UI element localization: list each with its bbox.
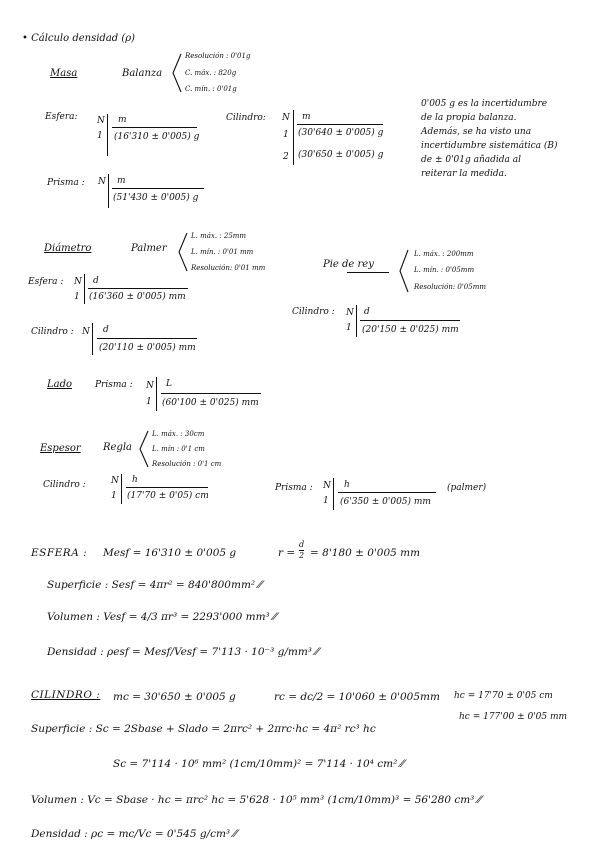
espesor-cil-1: 1	[111, 491, 117, 501]
note-line-4: incertidumbre sistemática (B)	[421, 141, 558, 151]
lado-n: N	[146, 381, 154, 391]
masa-cilindro-1: 1	[283, 130, 289, 140]
masa-esfera-n: N	[97, 116, 105, 126]
note-line-2: de la propia balanza.	[421, 113, 517, 123]
diametro-esfera-vrule	[84, 274, 85, 304]
balanza-brace	[171, 52, 183, 94]
pie-spec-resolution: Resolución: 0'05mm	[414, 283, 486, 291]
masa-esfera-1: 1	[97, 131, 103, 141]
diametro-cil-pie-1: 1	[346, 323, 352, 333]
balanza-spec-resolution: Resolución : 0'01g	[185, 52, 251, 60]
masa-cilindro-hrule	[297, 124, 383, 125]
balanza-spec-max: C. máx. : 820g	[185, 69, 237, 77]
balanza-spec-min: C. mín. : 0'01g	[185, 85, 237, 93]
masa-prisma-hrule	[112, 188, 204, 189]
regla-spec-resolution: Resolución : 0'1 cm	[152, 460, 222, 468]
diametro-cil-palmer-value: (20'110 ± 0'005) mm	[99, 343, 196, 353]
diametro-cil-palmer-label: Cilindro :	[31, 327, 74, 337]
espesor-cil-value: (17'70 ± 0'05) cm	[127, 491, 209, 501]
diametro-cil-pie-label: Cilindro :	[292, 307, 335, 317]
masa-cilindro-value-2: (30'650 ± 0'005) g	[298, 150, 384, 160]
pie-spec-max: L. máx. : 200mm	[414, 250, 474, 258]
note-line-6: reiterar la medida.	[421, 169, 507, 179]
espesor-prisma-vrule	[333, 478, 334, 510]
espesor-cil-label: Cilindro :	[43, 480, 86, 490]
masa-cilindro-head: m	[302, 112, 311, 122]
masa-prisma-label: Prisma :	[47, 178, 85, 188]
lado-1: 1	[146, 397, 152, 407]
regla-spec-max: L. máx. : 30cm	[152, 430, 205, 438]
esfera-mass: Mesf = 16'310 ± 0'005 g	[103, 547, 237, 559]
masa-cilindro-vrule	[293, 110, 294, 165]
diametro-esfera-hrule	[88, 288, 188, 289]
diametro-esfera-head: d	[93, 276, 99, 286]
espesor-cil-head: h	[132, 475, 138, 485]
pie-spec-min: L. mín. : 0'05mm	[414, 266, 475, 274]
diametro-esfera-label: Esfera :	[28, 277, 64, 287]
lado-hrule	[161, 393, 261, 394]
cilindro-height-mm: hc = 177'00 ± 0'05 mm	[459, 712, 568, 722]
masa-cilindro-2: 2	[283, 152, 289, 162]
esfera-superficie: Superficie : Sesf = 4πr² = 840'800mm² ⁄⁄	[47, 579, 262, 591]
esfera-radius-value: = 8'180 ± 0'005 mm	[310, 547, 421, 559]
diametro-cil-palmer-head: d	[103, 325, 109, 335]
masa-prisma-head: m	[117, 176, 126, 186]
diametro-cil-pie-vrule	[356, 305, 357, 337]
balanza-label: Balanza	[122, 68, 163, 79]
masa-cilindro-label: Cilindro:	[226, 113, 266, 123]
cilindro-mass: mc = 30'650 ± 0'005 g	[113, 691, 236, 703]
espesor-prisma-label: Prisma :	[275, 483, 313, 493]
regla-brace	[138, 429, 150, 469]
palmer-brace	[177, 231, 189, 273]
cilindro-radius: rc = dc/2 = 10'060 ± 0'005mm	[274, 691, 440, 703]
masa-prisma-vrule	[108, 174, 109, 208]
espesor-prisma-value: (6'350 ± 0'005) mm	[340, 497, 431, 507]
pie-de-rey-label: Pie de rey	[323, 259, 374, 270]
lado-head: L	[166, 379, 172, 389]
espesor-cil-vrule	[121, 474, 122, 504]
cilindro-densidad: Densidad : ρc = mc/Vc = 0'545 g/cm³ ⁄⁄	[31, 828, 237, 840]
cilindro-superficie-1: Superficie : Sc = 2Sbase + Slado = 2πrc² + 2πrc·hc = 4π² rc³ hc	[31, 723, 376, 735]
note-line-1: 0'005 g es la incertidumbre	[421, 99, 548, 109]
masa-prisma-n: N	[98, 177, 106, 187]
masa-esfera-label: Esfera:	[45, 112, 78, 122]
diametro-esfera-n: N	[74, 277, 82, 287]
lado-vrule	[156, 377, 157, 411]
esfera-densidad: Densidad : ρesf = Mesf/Vesf = 7'113 · 10⁻³ g/mm³ ⁄⁄	[47, 646, 319, 658]
espesor-prisma-hrule	[338, 492, 436, 493]
diametro-cil-pie-head: d	[364, 307, 370, 317]
esfera-title: ESFERA :	[31, 547, 88, 559]
regla-spec-min: L. mín : 0'1 cm	[152, 445, 205, 453]
masa-esfera-hrule	[112, 127, 197, 128]
masa-label: Masa	[50, 68, 78, 79]
diametro-cil-palmer-vrule	[92, 323, 93, 355]
regla-label: Regla	[103, 442, 133, 453]
espesor-palmer-note: (palmer)	[447, 483, 487, 493]
palmer-spec-resolution: Resolución: 0'01 mm	[191, 264, 266, 272]
masa-cilindro-value-1: (30'640 ± 0'005) g	[298, 128, 384, 138]
lado-prisma-label: Prisma :	[95, 380, 133, 390]
espesor-prisma-n: N	[323, 481, 331, 491]
espesor-label: Espesor	[40, 443, 81, 454]
esfera-volumen: Volumen : Vesf = 4/3 πr³ = 2293'000 mm³ ⁄⁄	[47, 611, 277, 623]
palmer-spec-max: L. máx. : 25mm	[191, 232, 247, 240]
note-line-3: Además, se ha visto una	[421, 127, 532, 137]
cilindro-height-cm: hc = 17'70 ± 0'05 cm	[454, 691, 553, 701]
cilindro-superficie-2: Sc = 7'114 · 10⁶ mm² (1cm/10mm)² = 7'114 · 10⁴ cm² ⁄⁄	[113, 758, 405, 770]
masa-prisma-value: (51'430 ± 0'005) g	[113, 193, 199, 203]
espesor-cil-n: N	[111, 476, 119, 486]
diametro-cil-palmer-n: N	[82, 327, 90, 337]
esfera-radius-denominator: 2	[299, 551, 305, 560]
diametro-esfera-value: (16'360 ± 0'005) mm	[89, 292, 186, 302]
lado-value: (60'100 ± 0'025) mm	[162, 398, 259, 408]
diametro-label: Diámetro	[44, 243, 92, 254]
note-line-5: de ± 0'01g añadida al	[421, 155, 522, 165]
diametro-cil-pie-value: (20'150 ± 0'025) mm	[362, 325, 459, 335]
palmer-label: Palmer	[131, 243, 167, 254]
cilindro-title: CILINDRO :	[31, 689, 101, 701]
diametro-cil-pie-hrule	[360, 320, 460, 321]
esfera-radius-numerator: d	[299, 540, 305, 549]
esfera-radius-fraction	[299, 541, 304, 560]
section-heading: • Cálculo densidad (ρ)	[22, 33, 136, 44]
pie-de-rey-underline	[347, 272, 389, 273]
lado-label: Lado	[47, 379, 73, 390]
diametro-cil-pie-n: N	[346, 308, 354, 318]
cilindro-volumen: Volumen : Vc = Sbase · hc = πrc² hc = 5'628 · 10⁵ mm³ (1cm/10mm)³ = 56'280 cm³ ⁄⁄	[31, 794, 482, 806]
espesor-cil-hrule	[126, 487, 208, 488]
esfera-radius-prefix: r =	[278, 547, 296, 559]
masa-cilindro-n: N	[282, 113, 290, 123]
masa-esfera-head: m	[118, 115, 127, 125]
masa-esfera-value: (16'310 ± 0'005) g	[114, 132, 200, 142]
diametro-esfera-1: 1	[74, 292, 80, 302]
palmer-spec-min: L. mín. : 0'01 mm	[191, 248, 254, 256]
espesor-prisma-1: 1	[323, 496, 329, 506]
masa-esfera-vrule	[107, 114, 108, 156]
pie-de-rey-brace	[398, 248, 410, 294]
diametro-cil-palmer-hrule	[97, 338, 197, 339]
espesor-prisma-head: h	[344, 480, 350, 490]
